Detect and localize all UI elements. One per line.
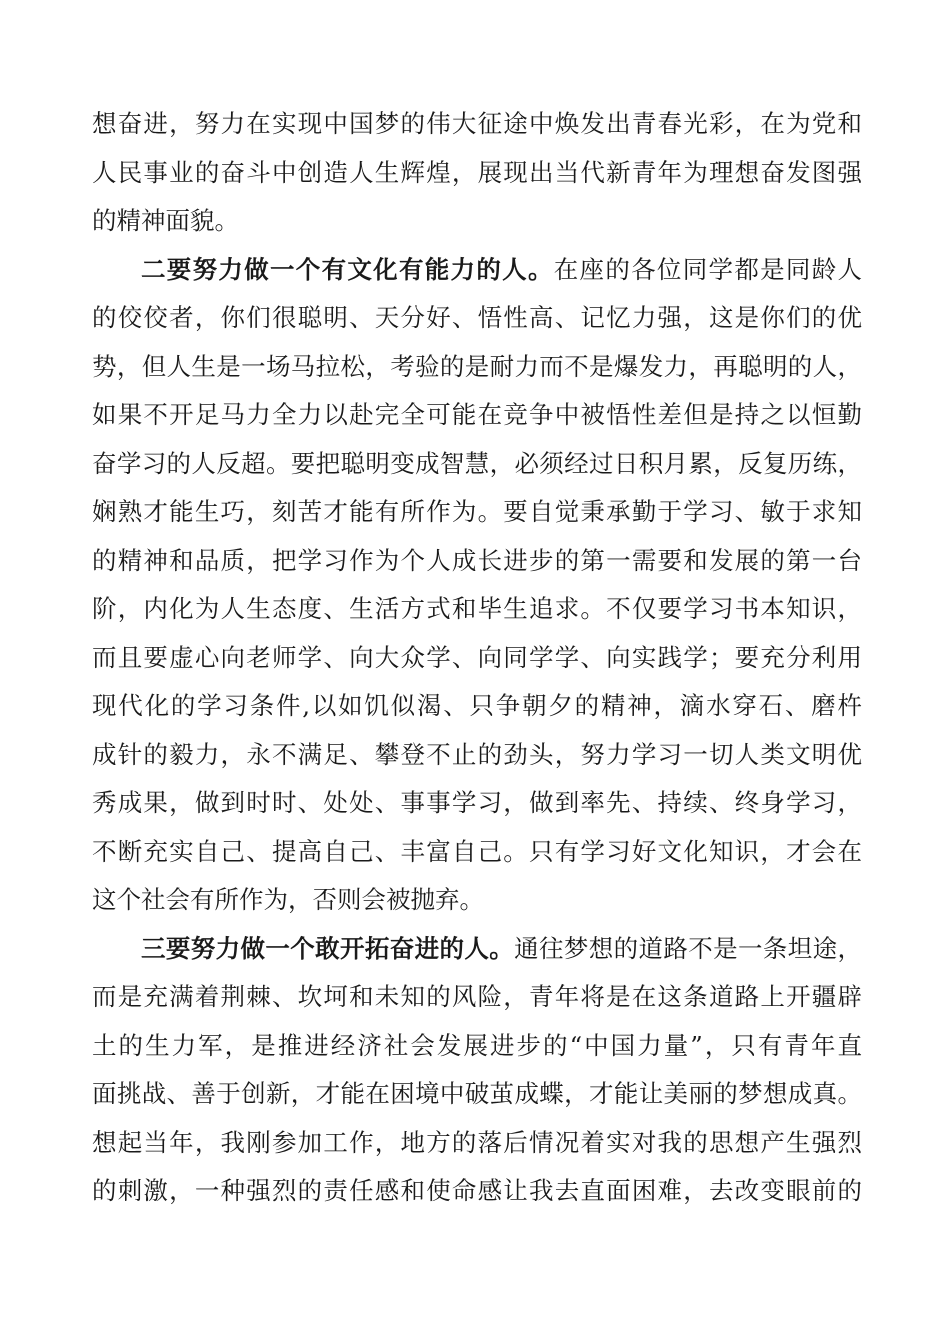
- text-line: 面挑战、善于创新，才能在困境中破茧成蝶，才能让美丽的梦想成真。: [92, 1079, 862, 1108]
- text-line: 阶，内化为人生态度、生活方式和毕生追求。不仅要学习书本知识，: [92, 594, 862, 623]
- text-line: 势，但人生是一场马拉松，考验的是耐力而不是爆发力，再聪明的人，: [92, 351, 862, 381]
- text-span: 通往梦想的道路不是一条坦途，: [514, 933, 862, 963]
- text-line: 秀成果，做到时时、处处、事事学习，做到率先、持续、终身学习，: [92, 788, 862, 817]
- text-line: 而且要虚心向老师学、向大众学、向同学学、向实践学；要充分利用: [92, 642, 862, 672]
- text-line: 土的生力军，是推进经济社会发展进步的“中国力量”，只有青年直: [92, 1030, 862, 1060]
- text-line: 现代化的学习条件,以如饥似渴、只争朝夕的精神，滴水穿石、磨杵: [92, 691, 862, 720]
- text-line: 而是充满着荆棘、坎坷和未知的风险，青年将是在这条道路上开疆辟: [92, 982, 862, 1011]
- text-line: 人民事业的奋斗中创造人生辉煌，展现出当代新青年为理想奋发图强: [92, 157, 862, 187]
- text-line: 的精神面貌。: [92, 206, 239, 235]
- text-span: 在座的各位同学都是同龄人: [553, 254, 863, 284]
- text-line: 奋学习的人反超。要把聪明变成智慧，必须经过日积月累，反复历练，: [92, 448, 862, 478]
- text-line: 想奋进，努力在实现中国梦的伟大征途中焕发出青春光彩，在为党和: [92, 109, 862, 138]
- text-line: 如果不开足马力全力以赴完全可能在竞争中被悟性差但是持之以恒勤: [92, 400, 862, 429]
- paragraph-two-first-line: [92, 246, 862, 295]
- paragraph-three-heading: 三要努力做一个敢开拓奋进的人。: [141, 933, 515, 963]
- text-line: 的刺激，一种强烈的责任感和使命感让我去直面困难，去改变眼前的: [92, 1176, 862, 1205]
- text-line: 的佼佼者，你们很聪明、天分好、悟性高、记忆力强，这是你们的优: [92, 303, 862, 332]
- text-line: 想起当年，我刚参加工作，地方的落后情况着实对我的思想产生强烈: [92, 1127, 862, 1157]
- text-line: 娴熟才能生巧，刻苦才能有所作为。要自觉秉承勤于学习、敏于求知: [92, 497, 862, 526]
- text-line: 的精神和品质，把学习作为个人成长进步的第一需要和发展的第一台: [92, 545, 862, 575]
- paragraph-three-first-line: [92, 925, 862, 974]
- text-line: 这个社会有所作为，否则会被抛弃。: [92, 885, 484, 914]
- paragraph-two-heading: 二要努力做一个有文化有能力的人。: [141, 254, 554, 284]
- text-line: 成针的毅力，永不满足、攀登不止的劲头，努力学习一切人类文明优: [92, 739, 862, 769]
- document-body: [92, 100, 862, 1216]
- text-line: 不断充实自己、提高自己、丰富自己。只有学习好文化知识，才会在: [92, 836, 862, 866]
